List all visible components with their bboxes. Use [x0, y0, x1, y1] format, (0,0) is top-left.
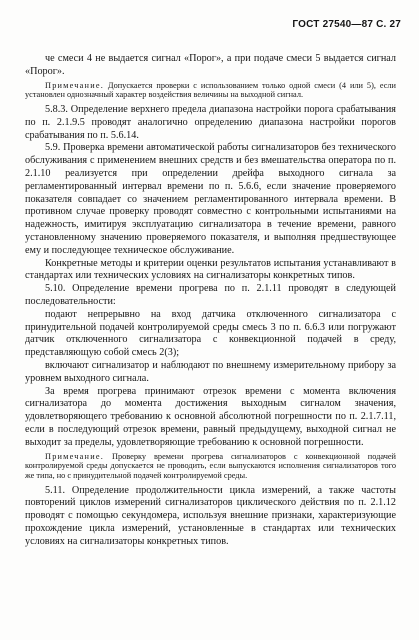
note-lead: Примечание.	[45, 451, 104, 461]
paragraph: 5.8.3. Определение верхнего предела диапазона настройки порога срабатывания по п. 2.1.9.5 проводят аналогично определению диапазона настройки порогов срабатывания по п. 5.6.14.	[25, 104, 396, 141]
paragraph: подают непрерывно на вход датчика отключенного сигнализатора с принудительной подачей контролируемой среды смесь 3 по п. 6.6.3 или погружают датчик отключенного сигнализатора с конвекционной подачей в среду, представляющую собой смесь 2(3);	[25, 308, 396, 359]
paragraph: че смеси 4 не выдается сигнал «Порог», а при подаче смеси 5 выдается сигнал «Порог».	[25, 53, 396, 77]
paragraph: 5.9. Проверка времени автоматической работы сигнализаторов без технического обслуживания с применением внешних средств и без вмешательства оператора по п. 2.1.10 реализуется при определении дрейфа выходного сигнала за регламентированный интервал времени по п. 5.6.6, если значение проверяемого показателя совпадает со значением регламентированного интервала времени. В противном случае проверку проводят совместно с контрольными испытаниями на надежность, имитируя эксплуатацию сигнализатора в течение времени, равного установленному значению проверяемого показателя, и выполняя предшествующее ему и последующее техническое обслуживание.	[25, 142, 396, 256]
note	[25, 452, 396, 481]
page-header: ГОСТ 27540—87 С. 27	[292, 19, 401, 30]
note-text: Допускается проверки с использованием только одной смеси (4 или 5), если установлен однозначный характер воздействия величины на выходной сигнал.	[25, 80, 396, 100]
note	[25, 81, 396, 100]
paragraph: 5.10. Определение времени прогрева по п. 2.1.11 проводят в следующей последовательности:	[25, 283, 396, 307]
note-lead: Примечание.	[45, 80, 104, 90]
paragraph: Конкретные методы и критерии оценки результатов испытания устанавливают в стандартах или технических условиях на сигнализаторы конкретных типов.	[25, 257, 396, 282]
document-body	[25, 53, 396, 549]
note-text: Проверку времени прогрева сигнализаторов с конвекционной подачей контролируемой среды допускается не проводить, если выпускаются исполнения сигнализаторов того же типа, но с принудительной подачей контролируемой среды.	[25, 451, 396, 480]
paragraph: За время прогрева принимают отрезок времени с момента включения сигнализатора до момента достижения выходным сигналом значения, удовлетворяющего требованию к основной абсолютной погрешности по п. 2.1.7.11, если в последующий отрезок времени, равный предыдущему, выходной сигнал не выходит за пределы, удовлетворяющие требованию к основной погрешности.	[25, 385, 396, 448]
paragraph: включают сигнализатор и наблюдают по внешнему измерительному прибору за уровнем выходного сигнала.	[25, 359, 396, 384]
paragraph: 5.11. Определение продолжительности цикла измерений, а также частоты повторений циклов измерений сигнализаторов циклического действия по п. 2.1.12 проводят с помощью секундомера, используя внешние признаки, характеризующие прохождение цикла измерений, установленные в стандартах или технических условиях на сигнализаторы конкретных типов.	[25, 484, 396, 547]
